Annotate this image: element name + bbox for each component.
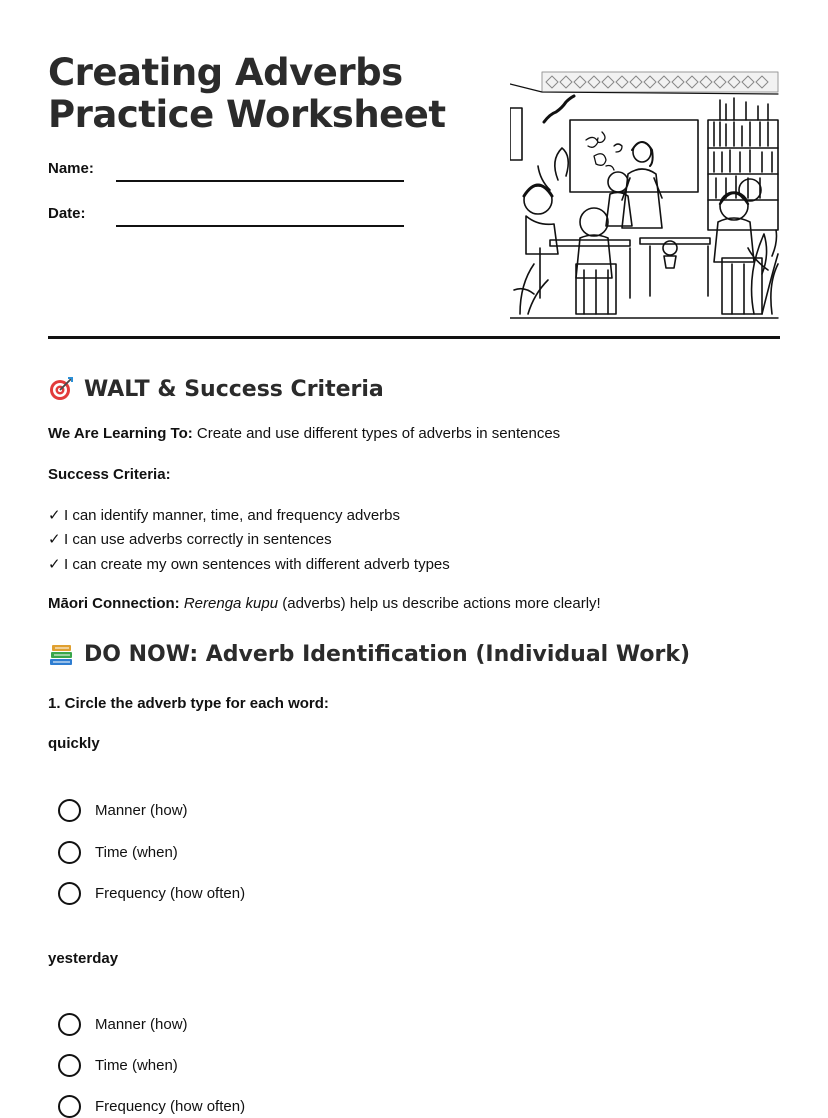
radio-circle[interactable] [58, 1095, 81, 1118]
title-line-1: Creating Adverbs [48, 51, 403, 94]
books-icon [48, 641, 74, 667]
target-icon [48, 376, 74, 402]
success-criteria-label: Success Criteria: [48, 466, 171, 483]
plants [514, 148, 778, 314]
radio-circle[interactable] [58, 841, 81, 864]
criteria-item: ✓ I can create my own sentences with different adverb types [48, 556, 450, 573]
radio-circle[interactable] [58, 1013, 81, 1036]
word-yesterday: yesterday [48, 950, 119, 967]
date-field[interactable] [48, 205, 86, 222]
do-now-heading [48, 641, 690, 667]
maori-term: Rerenga kupu [183, 595, 279, 612]
option-frequency[interactable]: Frequency (how often) [58, 881, 245, 905]
maori-connection [48, 595, 601, 612]
name-write-line[interactable] [116, 180, 404, 182]
name-field[interactable] [48, 160, 94, 177]
learning-intention [48, 425, 560, 442]
classroom-illustration [510, 70, 780, 320]
maori-label: Māori Connection: [48, 595, 180, 612]
question-1: 1. Circle the adverb type for each word: [48, 695, 329, 712]
maori-text: (adverbs) help us describe actions more clearly! [278, 595, 601, 612]
criteria-item: ✓ I can use adverbs correctly in sentences [48, 531, 332, 548]
header-divider [48, 336, 780, 339]
worksheet-header [48, 52, 780, 322]
frieze-pattern [542, 72, 778, 92]
learning-label: We Are Learning To: [48, 425, 193, 442]
radio-circle[interactable] [58, 882, 81, 905]
title-line-2: Practice Worksheet [48, 93, 446, 136]
walt-heading [48, 376, 384, 402]
date-write-line[interactable] [116, 225, 404, 227]
option-frequency[interactable]: Frequency (how often) [58, 1094, 245, 1118]
walt-heading-text: WALT & Success Criteria [84, 376, 384, 402]
option-manner[interactable]: Manner (how) [58, 1012, 188, 1036]
learning-text: Create and use different types of adverbs in sentences [192, 425, 561, 442]
bookshelf [708, 98, 778, 230]
radio-circle[interactable] [58, 799, 81, 822]
radio-circle[interactable] [58, 1054, 81, 1077]
check-icon: ✓ [48, 531, 61, 548]
option-manner[interactable]: Manner (how) [58, 798, 188, 822]
check-icon: ✓ [48, 507, 61, 524]
do-now-heading-text: DO NOW: Adverb Identification (Individual Work) [84, 641, 690, 667]
option-time[interactable]: Time (when) [58, 840, 178, 864]
check-icon: ✓ [48, 556, 61, 573]
name-label: Name: [48, 160, 94, 177]
criteria-item: ✓ I can identify manner, time, and frequency adverbs [48, 507, 401, 524]
date-label: Date: [48, 205, 86, 222]
word-quickly: quickly [48, 735, 100, 752]
option-time[interactable]: Time (when) [58, 1053, 178, 1077]
